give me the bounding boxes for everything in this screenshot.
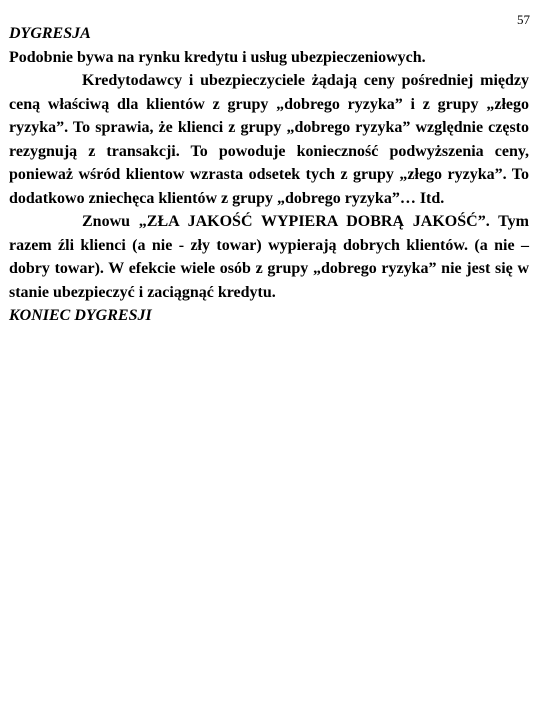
intro-sentence: Podobnie bywa na rynku kredytu i usług ubezpieczeniowych. xyxy=(9,48,426,66)
paragraph-credit-insurers: Kredytodawcy i ubezpieczyciele żądają ceny pośredniej między ceną właściwą dla klientów z grupy „dobrego ryzyka” i z grupy „złego ryzyka”. To sprawia, że klienci z grupy „dobrego ryzyka” względnie często rezygnują z transakcji. To powoduje konieczność podwyższenia ceny, ponieważ wśród klientow wzrasta odsetek tych z grupy „złego ryzyka”. To dodatkowo zniechęca klientów z grupy „dobrego ryzyka”… Itd. xyxy=(9,72,529,207)
document-body xyxy=(9,22,529,328)
page-number: 57 xyxy=(517,12,530,27)
paragraph-bad-quality: Znowu „ZŁA JAKOŚĆ WYPIERA DOBRĄ JAKOŚĆ”. Tym razem źli klienci (a nie - zły towar) wypierają dobrych klientów. (a nie – dobry towar). W efekcie wiele osób z grupy „dobrego ryzyka” nie jest się w stanie ubezpieczyć i zaciągnąć kredytu. xyxy=(9,213,529,301)
closing-heading: KONIEC DYGRESJI xyxy=(9,307,152,324)
section-heading: DYGRESJA xyxy=(9,25,91,42)
